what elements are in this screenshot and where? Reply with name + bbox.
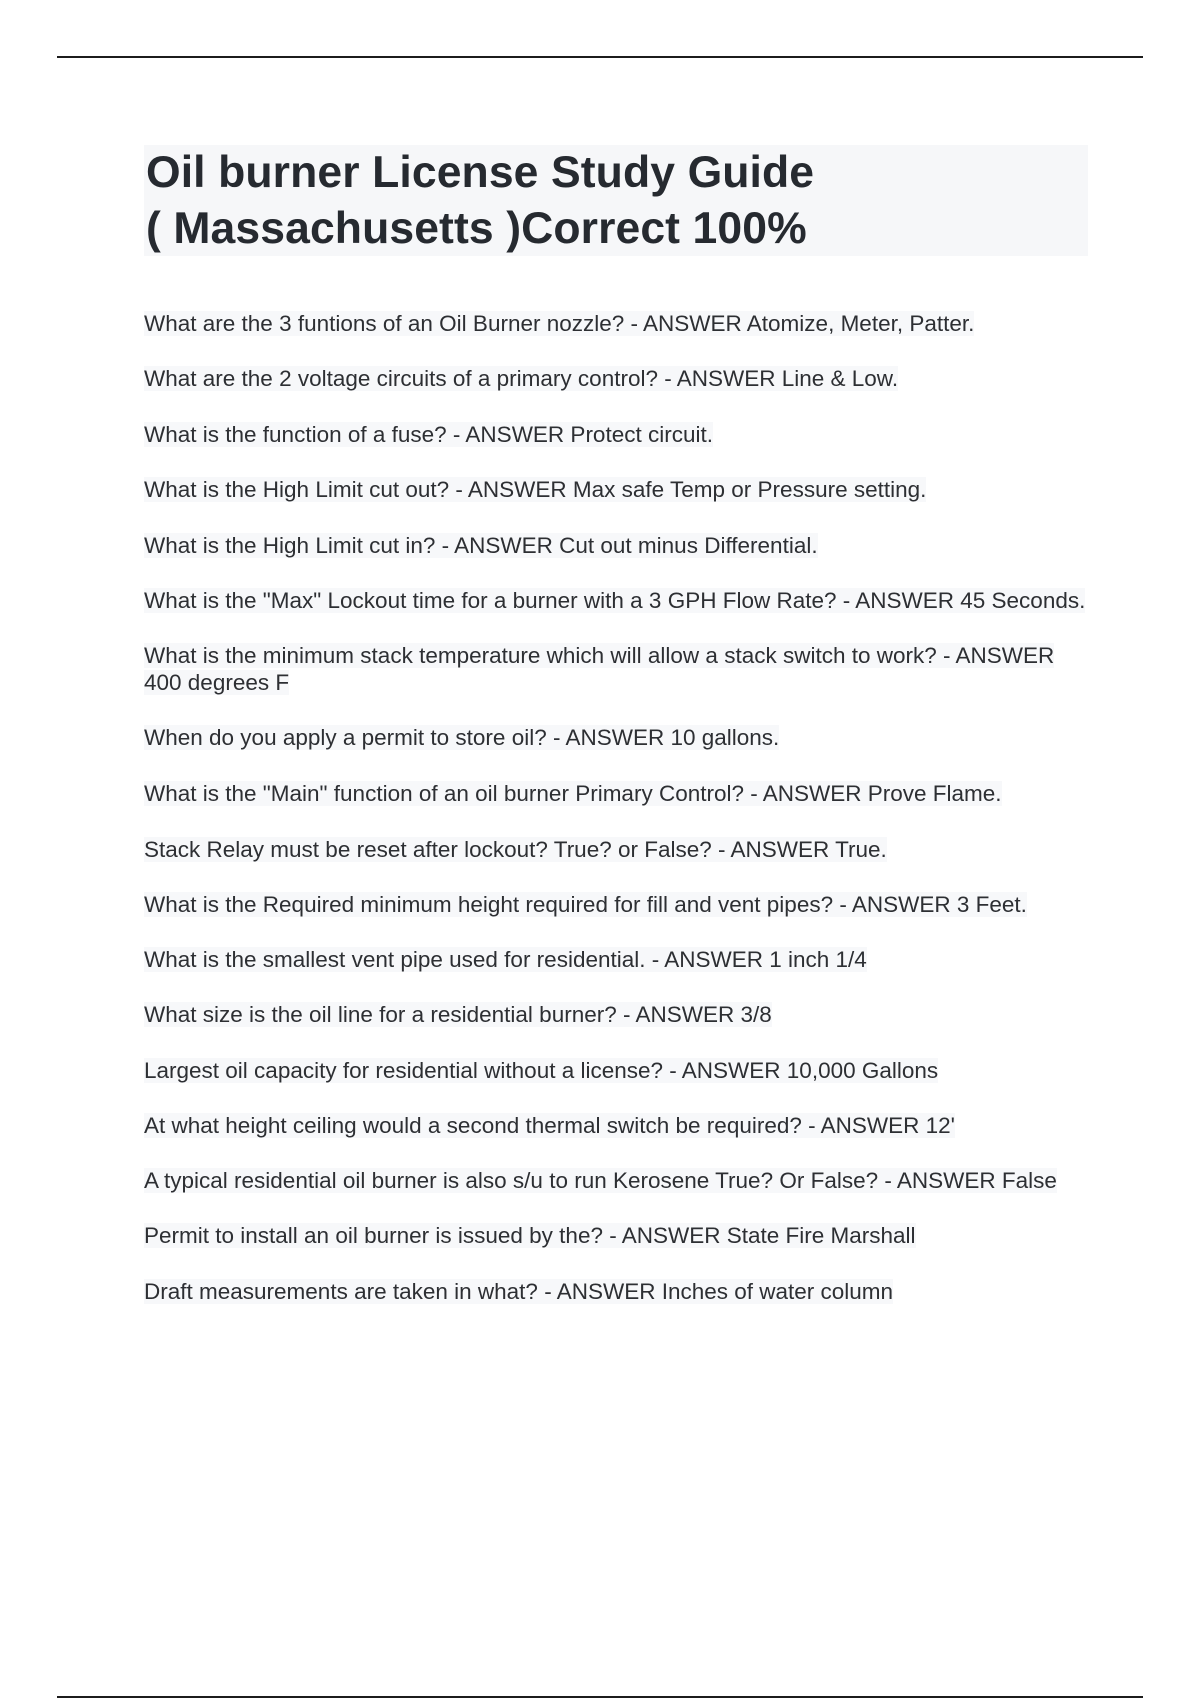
qa-item: What is the minimum stack temperature which will allow a stack switch to work? - ANSWER 400 degrees F <box>144 643 1055 695</box>
qa-item: What are the 2 voltage circuits of a primary control? - ANSWER Line & Low. <box>144 366 899 391</box>
qa-item: When do you apply a permit to store oil? - ANSWER 10 gallons. <box>144 725 780 750</box>
qa-item: What size is the oil line for a residential burner? - ANSWER 3/8 <box>144 1002 772 1027</box>
qa-item: What is the "Main" function of an oil burner Primary Control? - ANSWER Prove Flame. <box>144 781 1002 806</box>
title-block <box>144 145 1088 256</box>
bottom-rule <box>57 1696 1143 1698</box>
qa-item: What is the Required minimum height required for fill and vent pipes? - ANSWER 3 Feet. <box>144 892 1027 917</box>
qa-item: What is the High Limit cut in? - ANSWER Cut out minus Differential. <box>144 533 818 558</box>
title-line-2: ( Massachusetts )Correct 100% <box>146 204 807 253</box>
qa-item: What is the High Limit cut out? - ANSWER Max safe Temp or Pressure setting. <box>144 477 927 502</box>
qa-item: What is the smallest vent pipe used for residential. - ANSWER 1 inch 1/4 <box>144 947 867 972</box>
qa-item: Stack Relay must be reset after lockout? True? or False? - ANSWER True. <box>144 837 887 862</box>
qa-list <box>144 310 1094 1305</box>
qa-item: Permit to install an oil burner is issued by the? - ANSWER State Fire Marshall <box>144 1223 916 1248</box>
qa-item: What is the "Max" Lockout time for a burner with a 3 GPH Flow Rate? - ANSWER 45 Seconds. <box>144 588 1086 613</box>
qa-item: What is the function of a fuse? - ANSWER Protect circuit. <box>144 422 713 447</box>
top-rule <box>57 56 1143 58</box>
qa-item: Draft measurements are taken in what? - ANSWER Inches of water column <box>144 1279 894 1304</box>
qa-item: At what height ceiling would a second thermal switch be required? - ANSWER 12' <box>144 1113 955 1138</box>
qa-item: Largest oil capacity for residential without a license? - ANSWER 10,000 Gallons <box>144 1058 939 1083</box>
qa-item: A typical residential oil burner is also s/u to run Kerosene True? Or False? - ANSWER False <box>144 1168 1057 1193</box>
qa-item: What are the 3 funtions of an Oil Burner nozzle? - ANSWER Atomize, Meter, Patter. <box>144 311 975 336</box>
title-line-1: Oil burner License Study Guide <box>146 148 815 197</box>
document-title <box>146 145 1088 257</box>
